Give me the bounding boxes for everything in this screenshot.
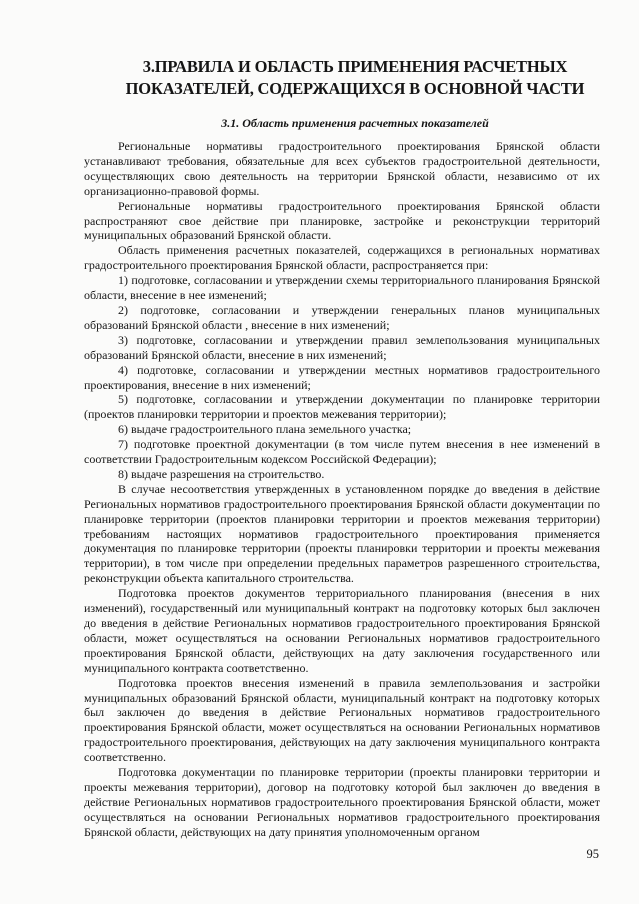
paragraph: Региональные нормативы градостроительного проектирования Брянской области распространяют свое действие при планировке, застройке и реконструкции территорий муниципальных образований Брянской области. [84, 198, 600, 243]
list-item: 6) выдаче градостроительного плана земельного участка; [118, 422, 412, 437]
section-title-line-2: ПОКАЗАТЕЛЕЙ, СОДЕРЖАЩИХСЯ В ОСНОВНОЙ ЧАСТИ [125, 79, 585, 98]
paragraph: В случае несоответствия утвержденных в установленном порядке до введения в действие Региональных нормативов градостроительного проектирования Брянской области документации по планировке территории (проектов планировки территории и проектов межевания территории) требованиям настоящих нормативов градостроительного проектирования применяется документация по планировке территории (проекты планировки территории и проекты межевания территории), в том числе при определении предельных параметров разрешенного строительства, реконструкции объекта капитального строительства. [84, 481, 600, 586]
list-item: 8) выдаче разрешения на строительство. [118, 466, 325, 481]
body-text [84, 139, 600, 840]
paragraph: Подготовка проектов внесения изменений в правила землепользования и застройки муниципальных образований Брянской области, муниципальный контракт на подготовку которых был заключен до введения в действие Региональных нормативов градостроительного проектирования Брянской области, может осуществляться на основании Региональных нормативов градостроительного проектирования, действующих на дату заключения муниципального контракта соответственно. [84, 675, 600, 765]
list-item: 3) подготовке, согласовании и утверждении правил землепользования муниципальных образований Брянской области, внесение в них изменений; [84, 332, 600, 362]
paragraph: Подготовка проектов документов территориального планирования (внесения в них изменений), государственный или муниципальный контракт на подготовку которых был заключен до введения в действие Региональных нормативов градостроительного проектирования Брянской области, может осуществляться на основании Региональных нормативов градостроительного проектирования Брянской области, действующих на дату заключения государственного или муниципального контракта соответственно. [84, 586, 600, 675]
list-item: 5) подготовке, согласовании и утверждении документации по планировке территории (проектов планировки территории и проектов межевания территории); [84, 392, 600, 422]
paragraph: Региональные нормативы градостроительного проектирования Брянской области устанавливают требования, обязательные для всех субъектов градостроительной деятельности, осуществляющих свою деятельность на территории Брянской области, независимо от их организационно-правовой формы. [84, 139, 600, 198]
list-item: 2) подготовке, согласовании и утверждении генеральных планов муниципальных образований Брянской области , внесение в них изменений; [84, 302, 600, 332]
paragraph: Подготовка документации по планировке территории (проекты планировки территории и проекты межевания территории), договор на подготовку которой был заключен до введения в действие Региональных нормативов градостроительного проектирования Брянской области, может осуществляться на основании Региональных нормативов градостроительного проектирования Брянской области, действующих на дату принятия уполномоченным органом [84, 765, 600, 839]
paragraph: Область применения расчетных показателей, содержащихся в региональных нормативах градостроительного проектирования Брянской области, распространяется при: [84, 243, 600, 273]
list-item: 4) подготовке, согласовании и утверждении местных нормативов градостроительного проектирования, внесение в них изменений; [84, 362, 600, 392]
section-title [110, 56, 600, 100]
list-item: 7) подготовке проектной документации (в том числе путем внесения в нее изменений в соответствии Градостроительным кодексом Российской Федерации); [84, 437, 600, 467]
subsection-title: 3.1. Область применения расчетных показателей [221, 116, 489, 130]
section-title-line-1: 3.ПРАВИЛА И ОБЛАСТЬ ПРИМЕНЕНИЯ РАСЧЕТНЫХ [142, 57, 568, 76]
list-item: 1) подготовке, согласовании и утверждении схемы территориального планирования Брянской области, внесение в нее изменений; [84, 273, 600, 303]
page-number: 95 [586, 847, 599, 861]
